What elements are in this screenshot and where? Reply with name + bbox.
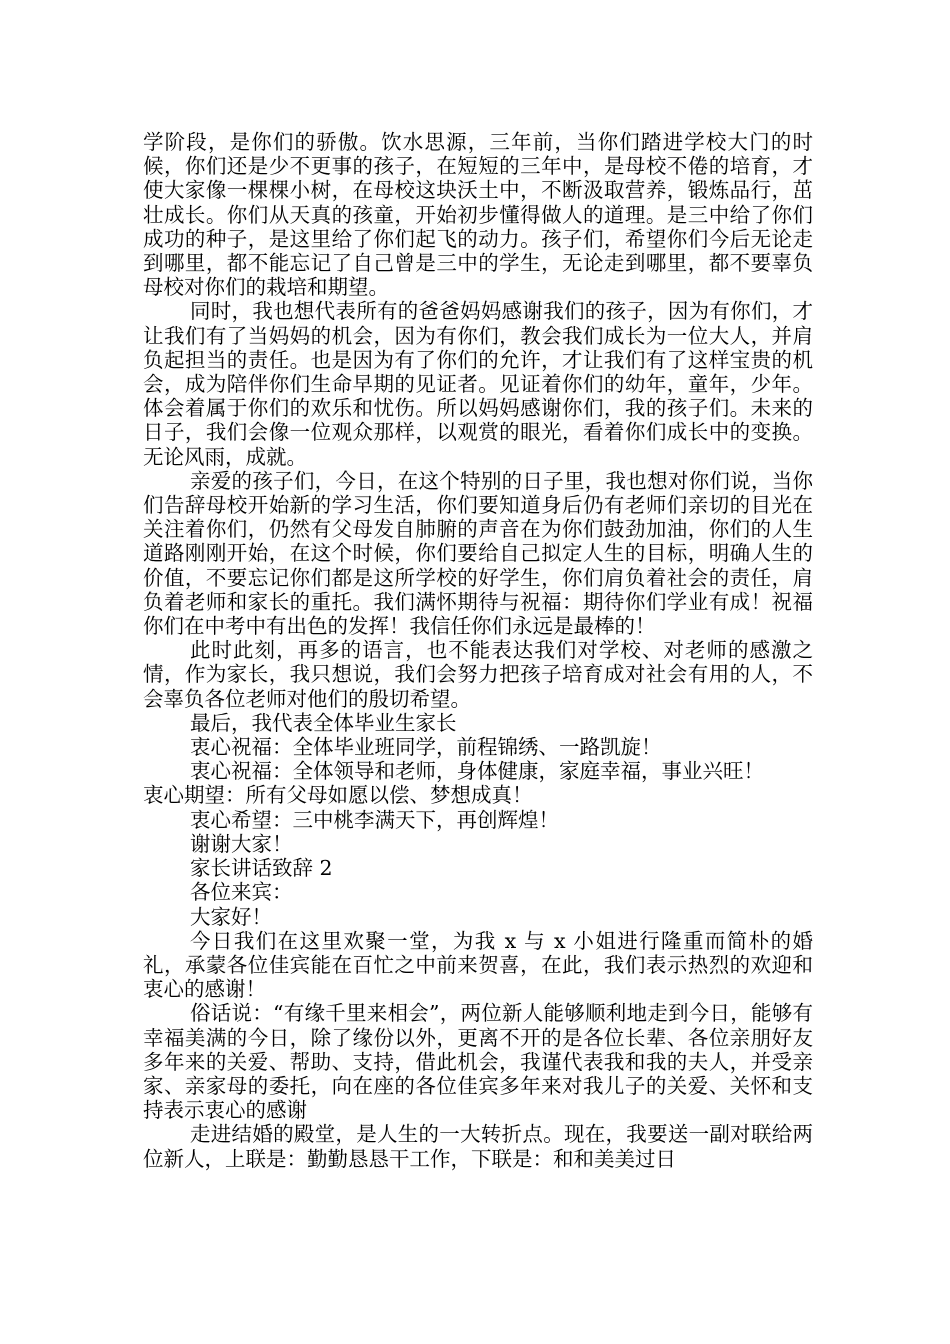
paragraph-closing-intro: 最后，我代表全体毕业生家长 [190, 710, 457, 735]
paragraph-message-to-children: 亲爱的孩子们，今日，在这个特别的日子里，我也想对你们说，当你们告辞母校开始新的学习生活，你们要知道身后仍有老师们亲切的目光在关注着你们，仍然有父母发自肺腑的声音在为你们鼓劲加油，你们的人生道路刚刚开始，在这个时候，你们要给自己拟定人生的目标，明确人生的价值，不要忘记你们都是这所学校的好学生，你们肩负着社会的责任，肩负着老师和家长的重托。我们满怀期待与祝福：期待你们学业有成！祝福你们在中考中有出色的发挥！我信任你们永远是最棒的！ [143, 468, 813, 639]
paragraph-wedding-welcome: 今日我们在这里欢聚一堂，为我 x 与 x 小姐进行隆重而简朴的婚礼，承蒙各位佳宾能在百忙之中前来贺喜，在此，我们表示热烈的欢迎和衷心的感谢！ [143, 928, 813, 1002]
document-page [143, 130, 813, 1171]
paragraph-hope-school: 衷心希望：三中桃李满天下，再创辉煌！ [190, 807, 559, 832]
paragraph-wedding-thanks: 俗话说：“有缘千里来相会”，两位新人能够顺利地走到今日，能够有幸福美满的今日，除了缘份以外，更离不开的是各位长辈、各位亲朋好友多年来的关爱、帮助、支持，借此机会，我谨代表我和我的夫人，并受亲家、亲家母的委托，向在座的各位佳宾多年来对我儿子的关爱、关怀和支持表示衷心的感谢 [143, 1001, 813, 1123]
paragraph-hope-parents: 衷心期望：所有父母如愿以偿、梦想成真！ [143, 783, 533, 808]
paragraph-thank-children: 同时，我也想代表所有的爸爸妈妈感谢我们的孩子，因为有你们，才让我们有了当妈妈的机会，因为有你们，教会我们成长为一位大人，并肩负起担当的责任。也是因为有了你们的允许，才让我们有了这样宝贵的机会，成为陪伴你们生命早期的见证者。见证着你们的幼年，童年，少年。体会着属于你们的欢乐和忧伤。所以妈妈感谢你们，我的孩子们。未来的日子，我们会像一位观众那样，以观赏的眼光，看着你们成长中的变换。无论风雨，成就。 [143, 299, 813, 469]
paragraph-blessing-teachers: 衷心祝福：全体领导和老师，身体健康，家庭幸福，事业兴旺！ [190, 759, 764, 784]
paragraph-school-gratitude: 学阶段，是你们的骄傲。饮水思源，三年前，当你们踏进学校大门的时候，你们还是少不更事的孩子，在短短的三年中，是母校不倦的培育，才使大家像一棵棵小树，在母校这块沃土中，不断汲取营养，锻炼品行，茁壮成长。你们从天真的孩童，开始初步懂得做人的道理。是三中给了你们成功的种子，是这里给了你们起飞的动力。孩子们，希望你们今后无论走到哪里，都不能忘记了自己曾是三中的学生，无论走到哪里，都不要辜负母校对你们的栽培和期望。 [143, 130, 813, 300]
paragraph-wedding-couplet: 走进结婚的殿堂，是人生的一大转折点。现在，我要送一副对联给两位新人，上联是：勤勤恳恳干工作，下联是：和和美美过日 [143, 1122, 813, 1171]
paragraph-thanks: 谢谢大家！ [190, 831, 293, 856]
paragraph-salutation: 各位来宾： [190, 880, 293, 905]
section-heading-speech-2: 家长讲话致辞 2 [190, 856, 333, 881]
paragraph-blessing-students: 衷心祝福：全体毕业班同学，前程锦绣、一路凯旋！ [190, 735, 662, 760]
paragraph-greeting: 大家好！ [190, 904, 272, 929]
paragraph-thank-teachers: 此时此刻，再多的语言，也不能表达我们对学校、对老师的感激之情，作为家长，我只想说，我们会努力把孩子培育成对社会有用的人，不会辜负各位老师对他们的殷切希望。 [143, 638, 813, 711]
